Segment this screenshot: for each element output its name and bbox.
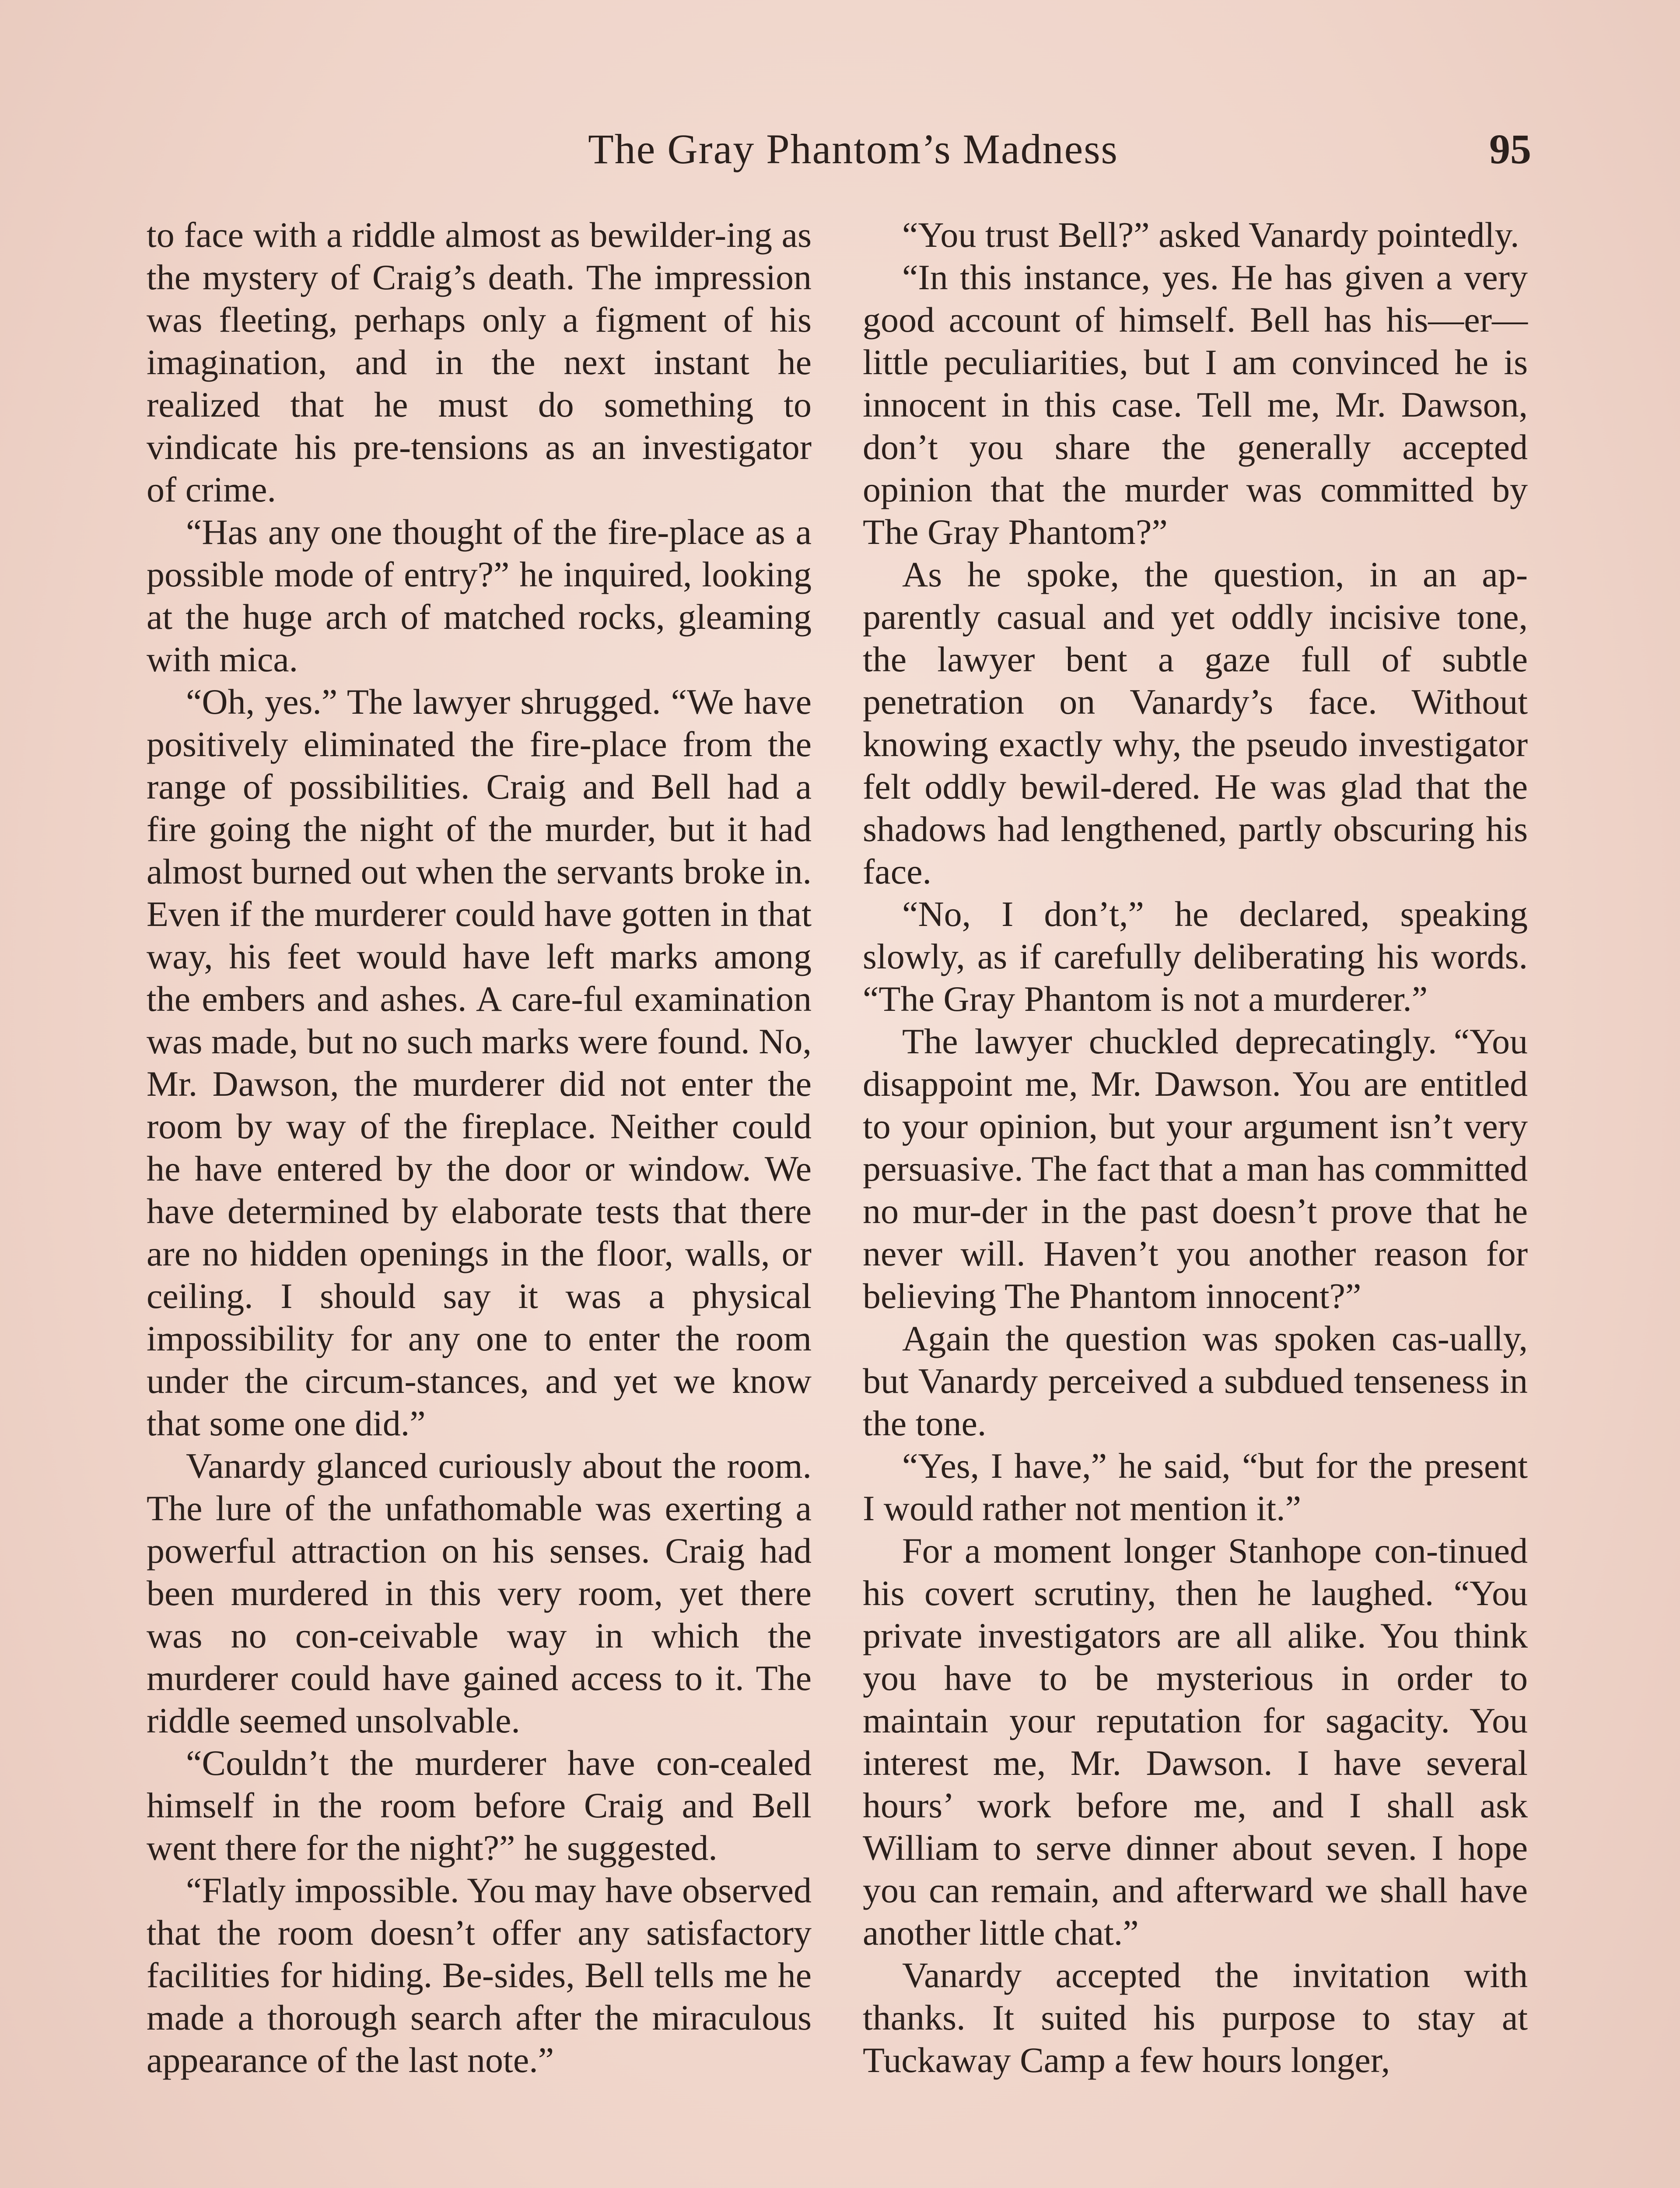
paragraph: Again the question was spoken cas-ually, but Vanardy perceived a subdued tenseness in the tone.	[863, 1318, 1528, 1443]
paragraph: “No, I don’t,” he declared, speaking slowly, as if carefully deliberating his words. “The Gray Phantom is not a murderer.”	[863, 894, 1528, 1019]
running-title: The Gray Phantom’s Madness	[588, 126, 1118, 172]
right-column	[863, 214, 1528, 2081]
paragraph: The lawyer chuckled deprecatingly. “You disappoint me, Mr. Dawson. You are entitled to your opinion, but your argument isn’t very persuasive. The fact that a man has committed no mur-der in the past doesn’t prove that he never will. Haven’t you another reason for believing The Phantom innocent?”	[863, 1021, 1528, 1316]
page-number: 95	[1489, 126, 1531, 172]
paragraph: “You trust Bell?” asked Vanardy pointedly.	[902, 215, 1519, 255]
paragraph: As he spoke, the question, in an ap-parently casual and yet oddly incisive tone, the lawyer bent a gaze full of subtle penetration on Vanardy’s face. Without knowing exactly why, the pseudo investigator felt oddly bewil-dered. He was glad that the shadows had lengthened, partly obscuring his face.	[863, 554, 1528, 891]
paragraph: “Has any one thought of the fire-place as a possible mode of entry?” he inquired, looking at the huge arch of matched rocks, gleaming with mica.	[147, 512, 812, 679]
left-column	[147, 214, 812, 2081]
paragraph: “Oh, yes.” The lawyer shrugged. “We have positively eliminated the fire-place from the range of possibilities. Craig and Bell had a fire going the night of the murder, but it had almost burned out when the servants broke in. Even if the murderer could have gotten in that way, his feet would have left marks among the embers and ashes. A care-ful examination was made, but no such marks were found. No, Mr. Dawson, the murderer did not enter the room by way of the fireplace. Neither could he have entered by the door or window. We have determined by elaborate tests that there are no hidden openings in the floor, walls, or ceiling. I should say it was a physical impossibility for any one to enter the room under the circum-stances, and yet we know that some one did.”	[147, 682, 812, 1443]
paragraph: “Yes, I have,” he said, “but for the present I would rather not mention it.”	[863, 1446, 1528, 1528]
paragraph: Vanardy accepted the invitation with thanks. It suited his purpose to stay at Tuckaway Camp a few hours longer,	[863, 1955, 1528, 2080]
paragraph: “Flatly impossible. You may have observed that the room doesn’t offer any satisfactory facilities for hiding. Be-sides, Bell tells me he made a thorough search after the miraculous appearance of the last note.”	[147, 1870, 812, 2080]
paragraph: “In this instance, yes. He has given a very good account of himself. Bell has his—er—little peculiarities, but I am convinced he is innocent in this case. Tell me, Mr. Dawson, don’t you share the generally accepted opinion that the murder was committed by The Gray Phantom?”	[863, 257, 1528, 552]
paragraph: “Couldn’t the murderer have con-cealed himself in the room before Craig and Bell went there for the night?” he suggested.	[147, 1743, 812, 1868]
paragraph: to face with a riddle almost as bewilder-ing as the mystery of Craig’s death. The impression was fleeting, perhaps only a figment of his imagination, and in the next instant he realized that he must do something to vindicate his pre-tensions as an investigator of crime.	[147, 215, 812, 509]
paragraph: Vanardy glanced curiously about the room. The lure of the unfathomable was exerting a powerful attraction on his senses. Craig had been murdered in this very room, yet there was no con-ceivable way in which the murderer could have gained access to it. The riddle seemed unsolvable.	[147, 1446, 812, 1740]
paragraph: For a moment longer Stanhope con-tinued his covert scrutiny, then he laughed. “You private investigators are all alike. You think you have to be mysterious in order to maintain your reputation for sagacity. You interest me, Mr. Dawson. I have several hours’ work before me, and I shall ask William to serve dinner about seven. I hope you can remain, and afterward we shall have another little chat.”	[863, 1531, 1528, 1953]
